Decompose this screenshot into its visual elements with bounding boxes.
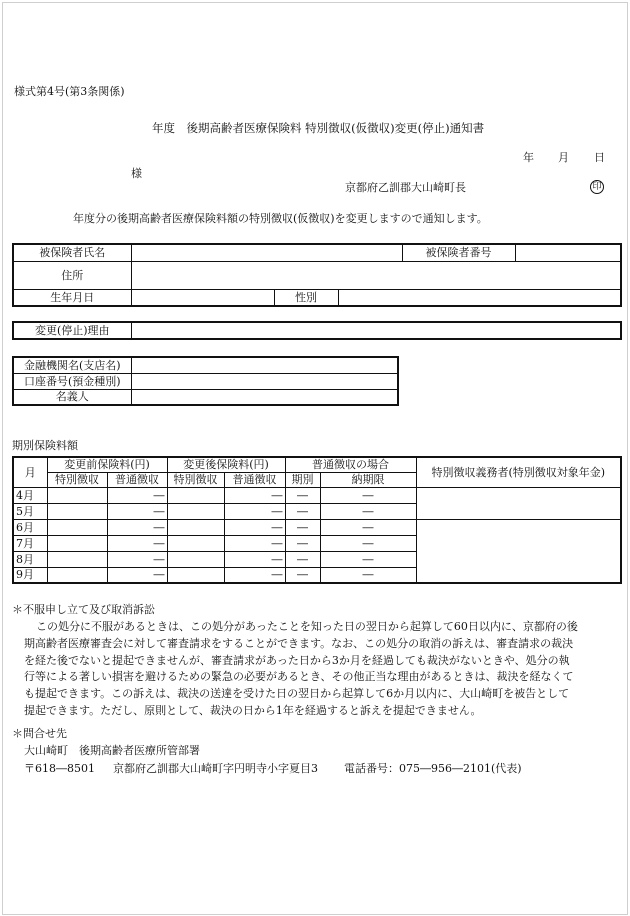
after-regular-cell: ― — [224, 551, 285, 567]
account-number-label: 口座番号(預金種別) — [13, 373, 131, 389]
contact-heading: ＊問合せ先 — [12, 727, 67, 740]
account-holder-value[interactable] — [131, 389, 398, 405]
deadline-cell: ― — [320, 567, 416, 583]
obligor-cell[interactable] — [416, 519, 621, 583]
after-special-cell[interactable] — [167, 567, 224, 583]
header-after-special: 特別徴収 — [167, 472, 224, 487]
after-special-cell[interactable] — [167, 503, 224, 519]
header-obligor: 特別徴収義務者(特別徴収対象年金) — [416, 457, 621, 487]
change-reason-table — [12, 321, 622, 340]
address-label: 住所 — [13, 261, 131, 289]
before-regular-cell: ― — [107, 487, 167, 503]
bank-institution-label: 金融機関名(支店名) — [13, 357, 131, 373]
bank-info-table — [12, 356, 399, 406]
header-before-change: 変更前保険料(円) — [47, 457, 167, 472]
after-regular-cell: ― — [224, 519, 285, 535]
premium-table — [12, 456, 622, 584]
address-value[interactable] — [131, 261, 621, 289]
table-row — [13, 519, 621, 535]
obligor-cell[interactable] — [416, 487, 621, 519]
after-regular-cell: ― — [224, 567, 285, 583]
after-regular-cell: ― — [224, 535, 285, 551]
bank-institution-value[interactable] — [131, 357, 398, 373]
after-special-cell[interactable] — [167, 519, 224, 535]
notice-line: を経た後でないと提起できませんが、審査請求があった日から3か月を経過しても裁決がないときや、処分の執 — [24, 653, 570, 667]
account-holder-label: 名義人 — [13, 389, 131, 405]
period-cell: ― — [285, 567, 320, 583]
month-cell: 6月 — [13, 519, 47, 535]
month-cell: 8月 — [13, 551, 47, 567]
notice-line: も提起できます。この訴えは、裁決の送達を受けた日の翌日から起算して6か月以内に、大山崎町を被告として — [24, 687, 570, 701]
month-cell: 5月 — [13, 503, 47, 519]
contact-department: 大山崎町 後期高齢者医療所管部署 — [24, 744, 200, 757]
before-special-cell[interactable] — [47, 487, 107, 503]
after-regular-cell: ― — [224, 487, 285, 503]
insured-info-table — [12, 243, 622, 307]
birth-date-value[interactable] — [131, 289, 274, 306]
period-cell: ― — [285, 535, 320, 551]
insured-number-label: 被保険者番号 — [402, 244, 515, 261]
addressee-suffix: 様 — [131, 167, 142, 180]
table-row — [13, 487, 621, 503]
document-title: 年度 後期高齢者医療保険料 特別徴収(仮徴収)変更(停止)通知書 — [152, 121, 485, 135]
deadline-cell: ― — [320, 551, 416, 567]
deadline-cell: ― — [320, 503, 416, 519]
header-deadline: 納期限 — [320, 472, 416, 487]
insured-name-label: 被保険者氏名 — [13, 244, 131, 261]
insured-name-value[interactable] — [131, 244, 402, 261]
before-special-cell[interactable] — [47, 503, 107, 519]
date-day-label: 日 — [594, 151, 605, 164]
before-regular-cell: ― — [107, 535, 167, 551]
birth-date-label: 生年月日 — [13, 289, 131, 306]
after-special-cell[interactable] — [167, 487, 224, 503]
header-month: 月 — [13, 457, 47, 487]
after-special-cell[interactable] — [167, 535, 224, 551]
notice-line: この処分に不服があるときは、この処分があったことを知った日の翌日から起算して60日以内に、京都府の後 — [36, 620, 578, 633]
before-special-cell[interactable] — [47, 551, 107, 567]
month-cell: 7月 — [13, 535, 47, 551]
before-special-cell[interactable] — [47, 519, 107, 535]
header-after-change: 変更後保険料(円) — [167, 457, 285, 472]
month-cell: 9月 — [13, 567, 47, 583]
insured-number-value[interactable] — [515, 244, 621, 261]
account-number-value[interactable] — [131, 373, 398, 389]
period-cell: ― — [285, 487, 320, 503]
deadline-cell: ― — [320, 519, 416, 535]
header-ordinary-collection: 普通徴収の場合 — [285, 457, 416, 472]
header-after-regular: 普通徴収 — [224, 472, 285, 487]
notice-heading: ＊不服申し立て及び取消訴訟 — [12, 603, 155, 616]
issuer-name: 京都府乙訓郡大山崎町長 — [345, 181, 466, 194]
notice-line: 期高齢者医療審査会に対して審査請求をすることができます。なお、この処分の取消の訴えは、審査請求の裁決 — [24, 636, 574, 650]
form-number: 様式第4号(第3条関係) — [14, 85, 125, 98]
seal-mark: 印 — [590, 180, 604, 194]
contact-address: 京都府乙訓郡大山崎町字円明寺小字夏目3 — [113, 762, 318, 775]
before-special-cell[interactable] — [47, 567, 107, 583]
intro-text: 年度分の後期高齢者医療保険料額の特別徴収(仮徴収)を変更しますので通知します。 — [73, 212, 488, 225]
period-cell: ― — [285, 551, 320, 567]
date-year-label: 年 — [523, 151, 534, 164]
before-regular-cell: ― — [107, 503, 167, 519]
before-regular-cell: ― — [107, 551, 167, 567]
before-special-cell[interactable] — [47, 535, 107, 551]
contact-phone: 電話番号：075―956―2101(代表) — [344, 762, 522, 775]
date-month-label: 月 — [558, 151, 569, 164]
period-cell: ― — [285, 519, 320, 535]
before-regular-cell: ― — [107, 519, 167, 535]
after-regular-cell: ― — [224, 503, 285, 519]
premium-section-title: 期別保険料額 — [12, 439, 78, 452]
deadline-cell: ― — [320, 535, 416, 551]
change-reason-value[interactable] — [131, 322, 621, 339]
before-regular-cell: ― — [107, 567, 167, 583]
header-period: 期別 — [285, 472, 320, 487]
after-special-cell[interactable] — [167, 551, 224, 567]
notice-body — [24, 619, 620, 720]
sex-label: 性別 — [274, 289, 338, 306]
sex-value[interactable] — [338, 289, 621, 306]
period-cell: ― — [285, 503, 320, 519]
deadline-cell: ― — [320, 487, 416, 503]
contact-postal-code: 〒618―8501 — [24, 762, 95, 775]
header-before-special: 特別徴収 — [47, 472, 107, 487]
notice-line: 提起できます。ただし、原則として、裁決の日から1年を経過すると訴えを提起できません。 — [24, 703, 482, 717]
month-cell: 4月 — [13, 487, 47, 503]
header-before-regular: 普通徴収 — [107, 472, 167, 487]
change-reason-label: 変更(停止)理由 — [13, 322, 131, 339]
notice-line: 行等による著しい損害を避けるための緊急の必要があるとき、その他正当な理由があるときは、裁決を経なくて — [24, 670, 574, 684]
